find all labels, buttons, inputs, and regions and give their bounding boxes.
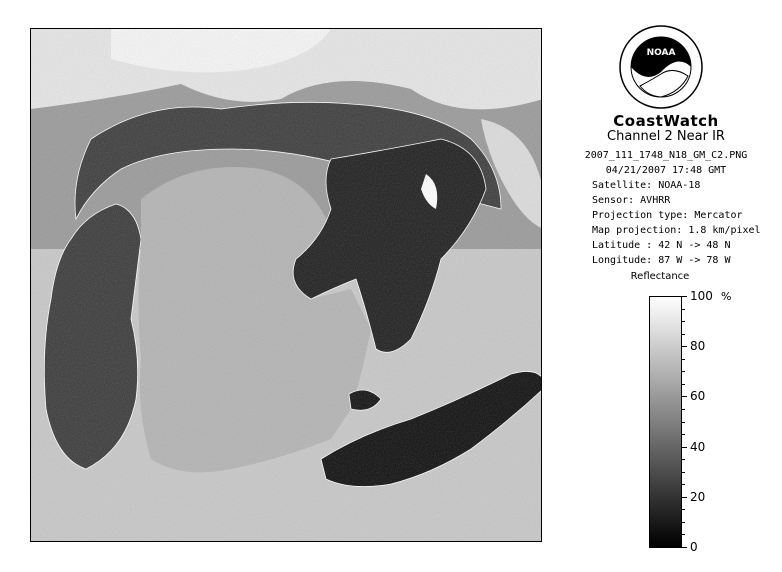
colorbar-minor-tick — [682, 409, 685, 410]
projection-type-label: Projection type: Mercator — [592, 210, 743, 221]
satellite-map[interactable] — [30, 28, 542, 542]
colorbar-minor-tick — [682, 522, 685, 523]
filename: 2007_111_1748_N18_GM_C2.PNG — [584, 150, 748, 161]
colorbar-minor-tick — [682, 309, 685, 310]
latitude-label: Latitude : 42 N -> 48 N — [592, 240, 731, 251]
colorbar-minor-tick — [682, 509, 685, 510]
sensor-label: Sensor: AVHRR — [592, 195, 671, 206]
channel-label: Channel 2 Near IR — [607, 129, 725, 144]
colorbar-tick-label: 0 — [690, 540, 698, 554]
svg-text:NOAA: NOAA — [646, 48, 676, 58]
colorbar-tick — [682, 447, 687, 448]
colorbar-tick — [682, 497, 687, 498]
colorbar-tick-label: 60 — [690, 389, 706, 404]
colorbar-minor-tick — [682, 371, 685, 372]
colorbar-minor-tick — [682, 422, 685, 423]
colorbar-minor-tick — [682, 459, 685, 460]
colorbar-minor-tick — [682, 434, 685, 435]
colorbar-minor-tick — [682, 484, 685, 485]
colorbar-minor-tick — [682, 472, 685, 473]
colorbar-unit: % — [721, 290, 732, 303]
colorbar-tick — [682, 346, 687, 347]
map-projection-label: Map projection: 1.8 km/pixel — [592, 225, 761, 236]
image-texture — [31, 29, 542, 542]
colorbar-tick — [682, 296, 687, 297]
colorbar-tick-label: 40 — [690, 439, 706, 454]
colorbar-minor-tick — [682, 321, 685, 322]
reflectance-colorbar — [649, 296, 682, 548]
colorbar-tick — [682, 396, 687, 397]
colorbar-tick-label: 100 — [690, 289, 713, 303]
satellite-label: Satellite: NOAA-18 — [592, 180, 701, 191]
colorbar-tick — [682, 547, 687, 548]
great-lakes-image — [31, 29, 542, 542]
colorbar-minor-tick — [682, 334, 685, 335]
colorbar-minor-tick — [682, 384, 685, 385]
colorbar-tick-label: 20 — [690, 489, 706, 504]
info-panel — [560, 18, 772, 558]
noaa-logo — [618, 24, 704, 110]
app-title: CoastWatch — [613, 112, 719, 130]
longitude-label: Longitude: 87 W -> 78 W — [592, 255, 731, 266]
colorbar-minor-tick — [682, 359, 685, 360]
colorbar-tick-label: 80 — [690, 339, 706, 354]
colorbar-title: Reflectance — [630, 271, 690, 282]
date-time: 04/21/2007 17:48 GMT — [605, 165, 727, 176]
colorbar-minor-tick — [682, 534, 685, 535]
